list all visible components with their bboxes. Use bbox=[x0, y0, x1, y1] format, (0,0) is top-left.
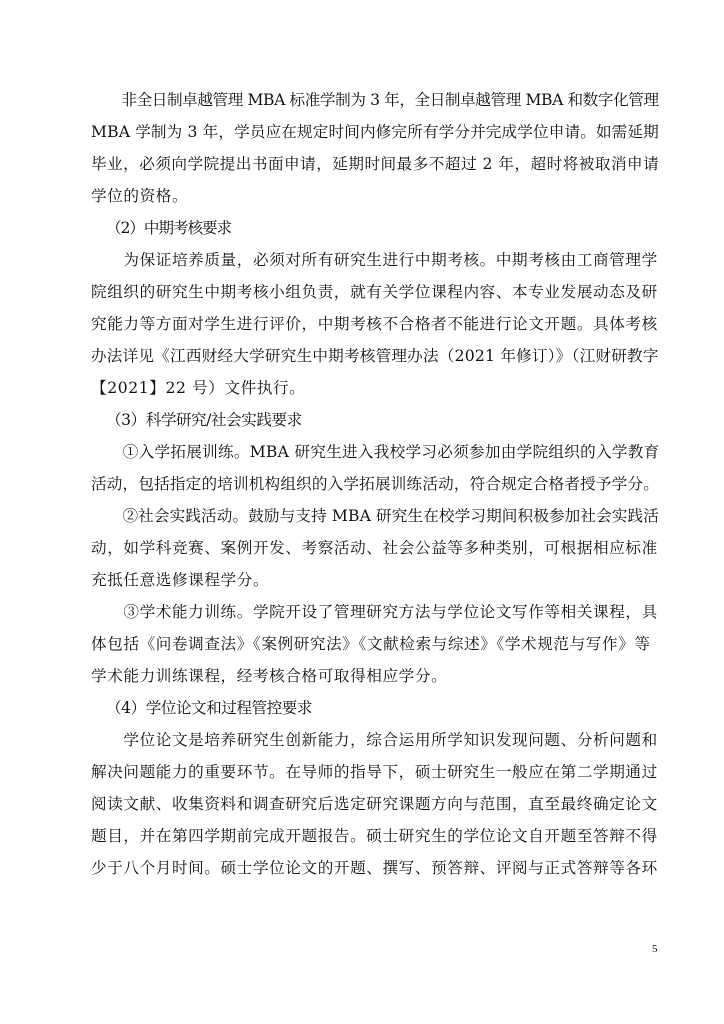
text-line: 少于八个月时间。硕士学位论文的开题、撰写、预答辩、评阅与正式答辩等各环 bbox=[91, 859, 658, 877]
text-line: 充抵任意选修课程学分。 bbox=[91, 571, 270, 589]
text-line: 题目，并在第四学期前完成开题报告。硕士研究生的学位论文自开题至答辩不得 bbox=[91, 827, 658, 845]
text-line: 究能力等方面对学生进行评价，中期考核不合格者不能进行论文开题。具体考核 bbox=[91, 315, 658, 333]
text-line: 解决问题能力的重要环节。在导师的指导下，硕士研究生一般应在第二学期通过 bbox=[91, 763, 658, 781]
page-number: 5 bbox=[652, 943, 658, 955]
paragraph-social-practice bbox=[91, 500, 659, 596]
text-line: ③学术能力训练。学院开设了管理研究方法与学位论文写作等相关课程，具 bbox=[91, 603, 658, 621]
paragraph-thesis-process bbox=[91, 724, 659, 884]
text-line: ②社会实践活动。鼓励与支持 MBA 研究生在校学习期间积极参加社会实践活 bbox=[91, 507, 659, 525]
text-line: 院组织的研究生中期考核小组负责，就有关学位课程内容、本专业发展动态及研 bbox=[91, 283, 658, 301]
text-line: 体包括《问卷调查法》《案例研究法》《文献检索与综述》《学术规范与写作》等 bbox=[91, 635, 651, 653]
text-line: 动，如学科竞赛、案例开发、考察活动、社会公益等多种类别，可根据相应标准 bbox=[91, 539, 658, 557]
text-line: MBA 学制为 3 年，学员应在规定时间内修完所有学分并完成学位申请。如需延期 bbox=[91, 123, 659, 141]
heading-text: （4）学位论文和过程管控要求 bbox=[106, 699, 313, 717]
heading-text: （2）中期考核要求 bbox=[106, 219, 232, 237]
text-line: 【2021】22 号）文件执行。 bbox=[91, 379, 306, 397]
section-heading-research-practice bbox=[91, 404, 659, 436]
section-heading-midterm bbox=[91, 212, 659, 244]
section-heading-thesis bbox=[91, 692, 659, 724]
document-body bbox=[91, 84, 659, 884]
text-line: 活动，包括指定的培训机构组织的入学拓展训练活动，符合规定合格者授予学分。 bbox=[91, 475, 659, 493]
paragraph-orientation-training bbox=[91, 436, 659, 500]
text-line: 学位的资格。 bbox=[91, 187, 189, 205]
text-line: 办法详见《江西财经大学研究生中期考核管理办法（2021 年修订）》（江财研教字 bbox=[91, 347, 659, 365]
text-line: ①入学拓展训练。MBA 研究生进入我校学习必须参加由学院组织的入学教育 bbox=[91, 443, 660, 461]
text-line: 为保证培养质量，必须对所有研究生进行中期考核。中期考核由工商管理学 bbox=[91, 251, 658, 269]
text-line: 学位论文是培养研究生创新能力，综合运用所学知识发现问题、分析问题和 bbox=[91, 731, 658, 749]
text-line: 毕业，必须向学院提出书面申请，延期时间最多不超过 2 年，超时将被取消申请 bbox=[91, 155, 660, 173]
paragraph-midterm-assessment bbox=[91, 244, 659, 404]
heading-text: （3）科学研究/社会实践要求 bbox=[106, 411, 302, 429]
text-line: 非全日制卓越管理 MBA 标准学制为 3 年，全日制卓越管理 MBA 和数字化管理 bbox=[91, 91, 659, 109]
text-line: 学术能力训练课程，经考核合格可取得相应学分。 bbox=[91, 667, 448, 685]
paragraph-study-duration bbox=[91, 84, 659, 212]
text-line: 阅读文献、收集资料和调查研究后选定研究课题方向与范围，直至最终确定论文 bbox=[91, 795, 658, 813]
paragraph-academic-training bbox=[91, 596, 659, 692]
